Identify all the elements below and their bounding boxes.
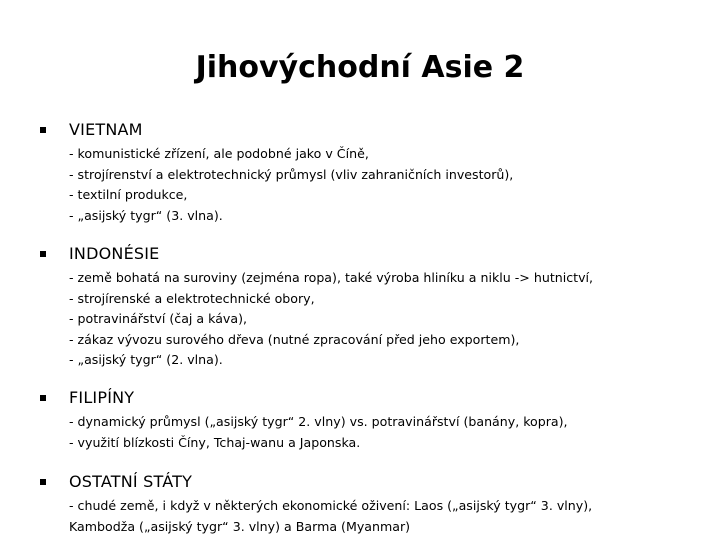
list-item: - „asijský tygr“ (3. vlna). [69,207,223,223]
section-items [69,496,700,537]
square-bullet-icon [40,127,46,133]
section-items [69,412,700,453]
list-item: - strojírenství a elektrotechnický průmysl (vliv zahraničních investorů), [69,166,514,182]
list-item: - komunistické zřízení, ale podobné jako v Číně, [69,146,369,161]
square-bullet-icon [40,479,46,485]
section-heading: OSTATNÍ STÁTY [69,472,193,491]
square-bullet-icon [40,251,46,257]
list-item: - využití blízkosti Číny, Tchaj-wanu a Japonska. [69,434,361,450]
section-filipiny [40,388,700,453]
list-item: - země bohatá na suroviny (zejména ropa), také výroba hliníku a niklu -> hutnictví, [69,270,594,285]
section-ostatni-staty [40,472,700,537]
section-vietnam [40,120,700,226]
list-item: - strojírenské a elektrotechnické obory, [69,290,315,306]
section-heading: VIETNAM [69,120,143,139]
section-heading: FILIPÍNY [69,388,135,407]
section-items [69,144,700,226]
list-item: - zákaz vývozu surového dřeva (nutné zpracování před jeho exportem), [69,331,520,347]
section-heading: INDONÉSIE [69,244,160,263]
slide-title: Jihovýchodní Asie 2 [195,50,525,85]
list-item: - chudé země, i když v některých ekonomické oživení: Laos („asijský tygr“ 3. vlny), [69,498,593,513]
list-item: - dynamický průmysl („asijský tygr“ 2. vlny) vs. potravinářství (banány, kopra), [69,414,568,429]
list-item: Kambodža („asijský tygr“ 3. vlny) a Barma (Myanmar) [69,518,411,534]
list-item: - potravinářství (čaj a káva), [69,311,248,327]
list-item: - textilní produkce, [69,187,188,203]
list-item: - „asijský tygr“ (2. vlna). [69,352,223,368]
section-indonesia [40,244,700,371]
section-items [69,268,700,371]
square-bullet-icon [40,395,46,401]
